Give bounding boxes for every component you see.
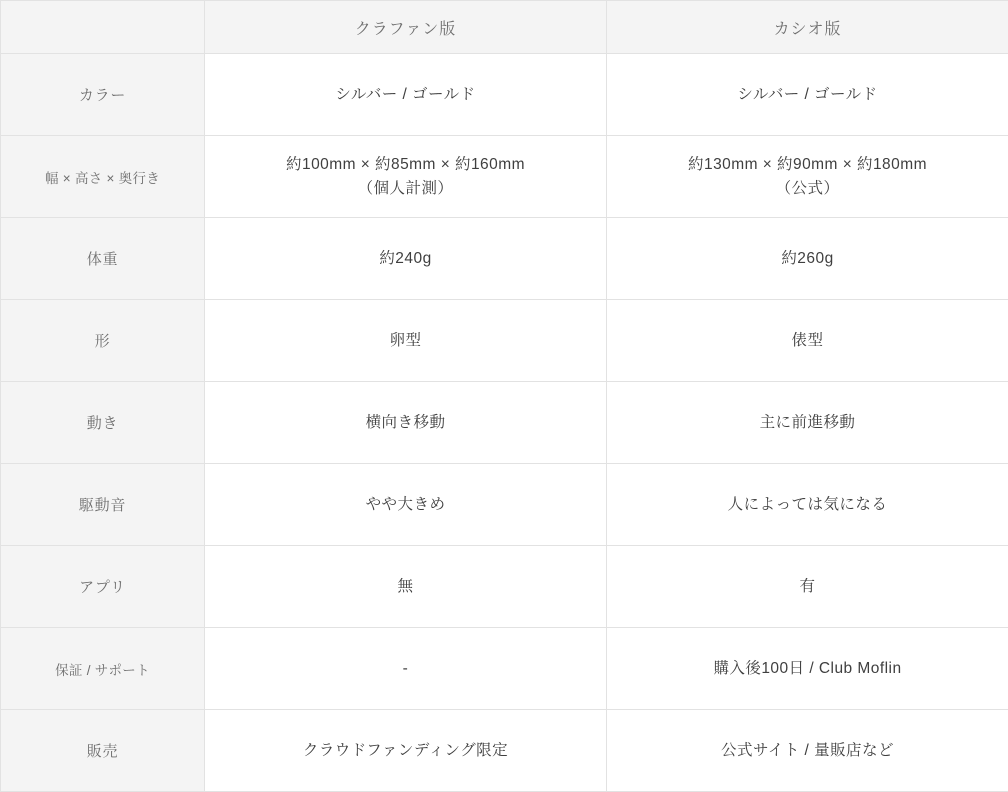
cell-movement-crowdfunding: 横向き移動 bbox=[205, 382, 607, 464]
row-label-app: アプリ bbox=[1, 546, 205, 628]
table-row bbox=[1, 300, 1008, 382]
row-label-color: カラー bbox=[1, 54, 205, 136]
cell-dimensions-crowdfunding bbox=[205, 136, 607, 218]
cell-dimensions-casio-main: 約130mm × 約90mm × 約180mm bbox=[688, 156, 927, 173]
table-header-row bbox=[1, 1, 1008, 54]
cell-sales-crowdfunding: クラウドファンディング限定 bbox=[205, 710, 607, 792]
table-header-column-casio: カシオ版 bbox=[607, 1, 1008, 54]
cell-dimensions-crowdfunding-main: 約100mm × 約85mm × 約160mm bbox=[286, 156, 525, 173]
cell-weight-casio: 約260g bbox=[607, 218, 1008, 300]
table-row bbox=[1, 136, 1008, 218]
cell-warranty-crowdfunding: - bbox=[205, 628, 607, 710]
row-label-dimensions: 幅 × 高さ × 奥行き bbox=[1, 136, 205, 218]
cell-movement-casio: 主に前進移動 bbox=[607, 382, 1008, 464]
table-row bbox=[1, 710, 1008, 792]
table-row bbox=[1, 546, 1008, 628]
row-label-movement: 動き bbox=[1, 382, 205, 464]
cell-dimensions-casio bbox=[607, 136, 1008, 218]
cell-app-crowdfunding: 無 bbox=[205, 546, 607, 628]
table-row bbox=[1, 382, 1008, 464]
cell-sales-casio: 公式サイト / 量販店など bbox=[607, 710, 1008, 792]
cell-app-casio: 有 bbox=[607, 546, 1008, 628]
table-row bbox=[1, 54, 1008, 136]
cell-shape-crowdfunding: 卵型 bbox=[205, 300, 607, 382]
cell-warranty-casio: 購入後100日 / Club Moflin bbox=[607, 628, 1008, 710]
cell-shape-casio: 俵型 bbox=[607, 300, 1008, 382]
row-label-motor-noise: 駆動音 bbox=[1, 464, 205, 546]
row-label-warranty-support: 保証 / サポート bbox=[1, 628, 205, 710]
cell-dimensions-casio-note: （公式） bbox=[615, 177, 1000, 200]
cell-weight-crowdfunding: 約240g bbox=[205, 218, 607, 300]
row-label-weight: 体重 bbox=[1, 218, 205, 300]
cell-motor-noise-casio: 人によっては気になる bbox=[607, 464, 1008, 546]
cell-color-casio: シルバー / ゴールド bbox=[607, 54, 1008, 136]
cell-motor-noise-crowdfunding: やや大きめ bbox=[205, 464, 607, 546]
table-header-column-crowdfunding: クラファン版 bbox=[205, 1, 607, 54]
cell-color-crowdfunding: シルバー / ゴールド bbox=[205, 54, 607, 136]
table-row bbox=[1, 218, 1008, 300]
row-label-sales: 販売 bbox=[1, 710, 205, 792]
row-label-shape: 形 bbox=[1, 300, 205, 382]
table-row bbox=[1, 628, 1008, 710]
cell-dimensions-crowdfunding-note: （個人計測） bbox=[213, 177, 598, 200]
table-header-corner bbox=[1, 1, 205, 54]
table-row bbox=[1, 464, 1008, 546]
